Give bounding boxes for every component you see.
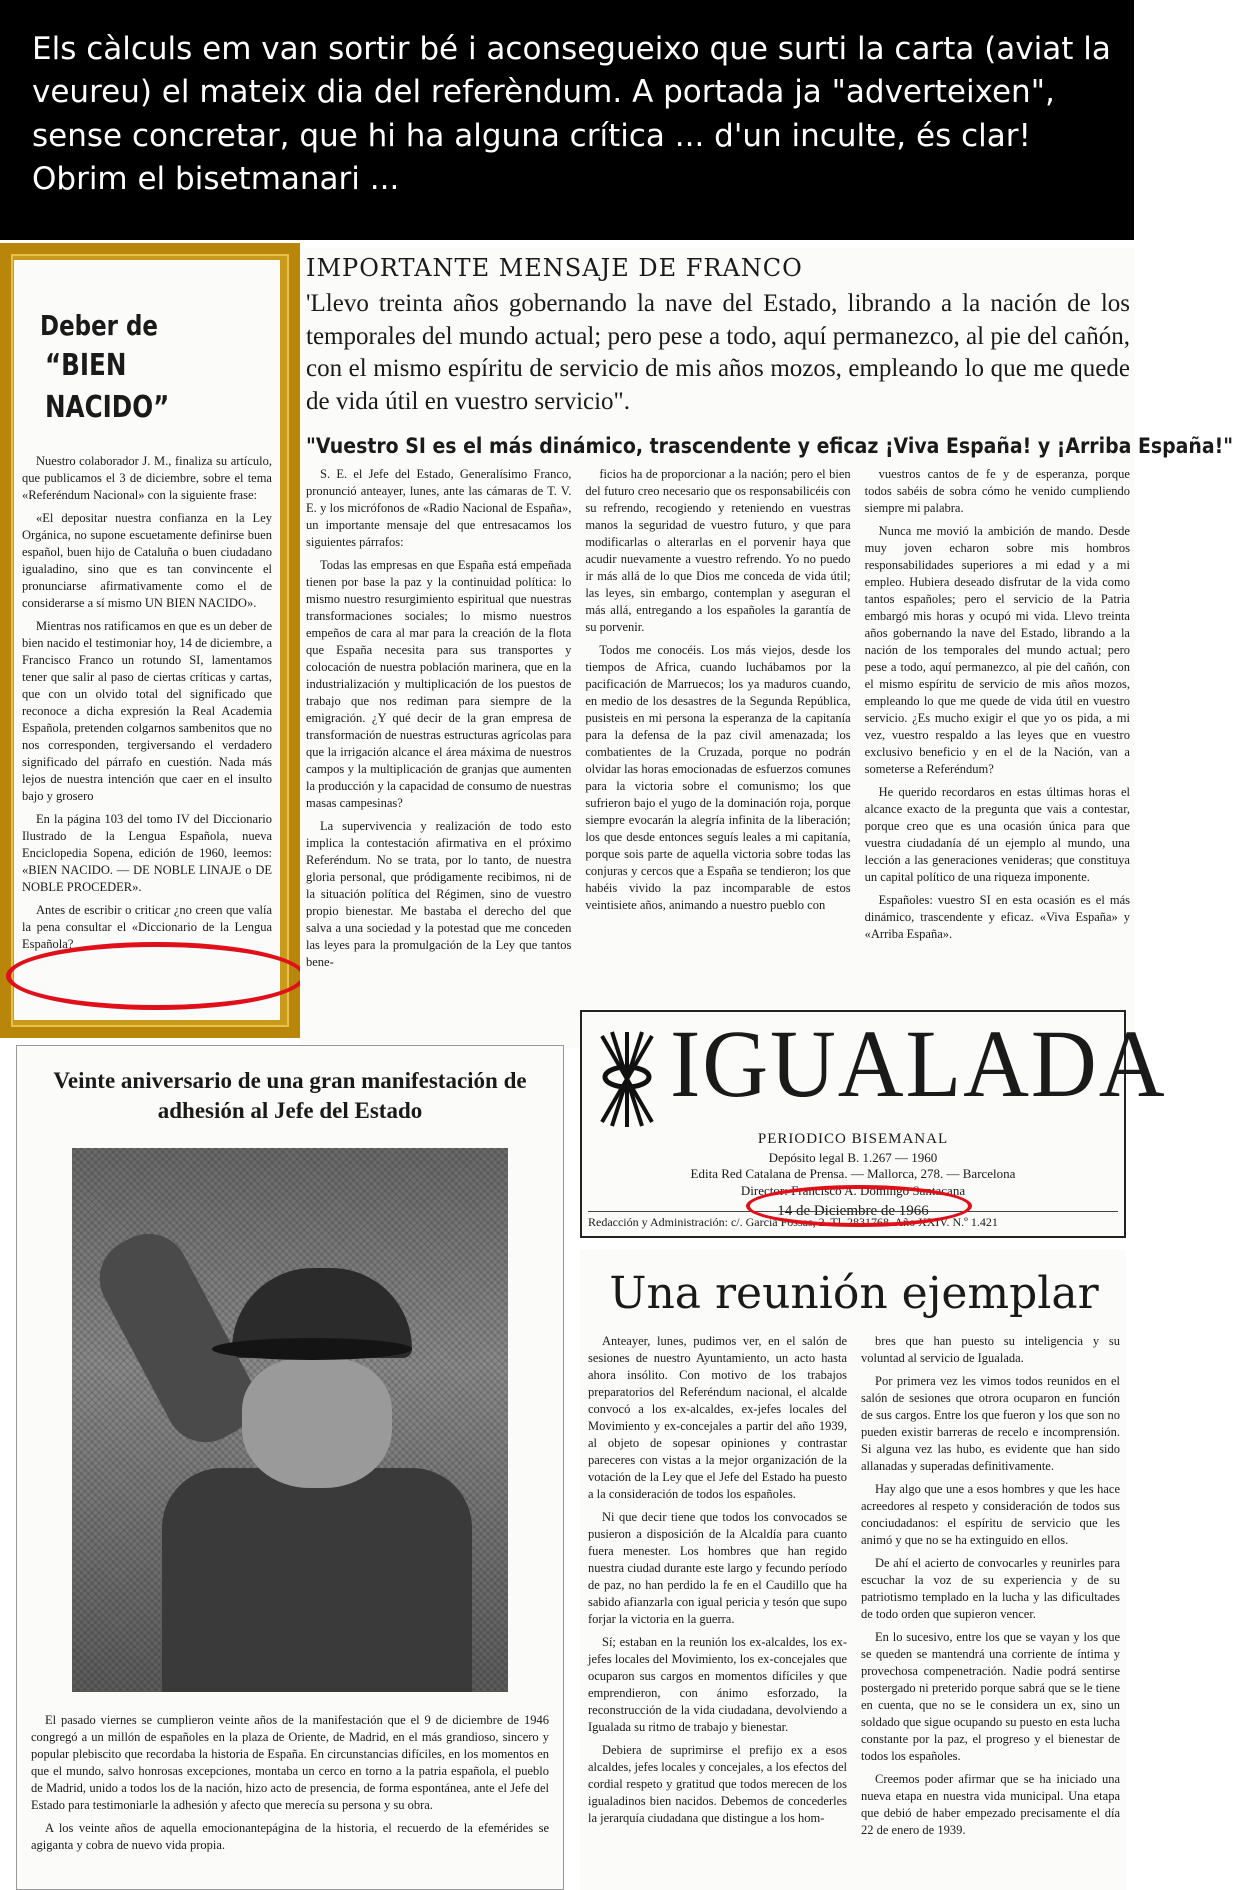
masthead-legal-deposit: Depósito legal B. 1.267 — 1960 [768, 1149, 938, 1165]
reunion-paragraph: Creemos poder afirmar que se ha iniciado una nueva etapa en nuestra vida municipal. Una etapa que debió de haber empezado precisamente el día 22 de enero de 1939. [861, 1772, 1120, 1837]
mensaje-paragraph: La supervivencia y realización de todo esto implica la contestación afirmativa en el próximo Referéndum. No se trata, por lo tanto, de nuestra gloria personal, que pródigamente recibimos, ni de la situación política del Régimen, sino de vuestro propio bienestar. Me bastaba el derecho del que salva a una sociedad y la potestad que me conceden las leyes para la promulgación de la Ley que tantos bene- [306, 819, 572, 969]
deber-title-line1: Deber de [40, 309, 159, 342]
photo-body-shape [162, 1468, 472, 1692]
photo-face-shape [242, 1358, 392, 1488]
mensaje-quote: 'Llevo treinta años gobernando la nave del Estado, librando a la nación de los temporales del mundo actual; pero pese a todo, aquí permanezco, al pie del cañón, con el mismo espíritu de servicio de mis años mozos, empleando lo que me quede de vida útil en vuestro servicio". [306, 290, 1130, 415]
veinte-paragraph: El pasado viernes se cumplieron veinte años de la manifestación que el 9 de diciembre de 1946 congregó a un millón de españoles en la plaza de Oriente, de Madrid, en el más grandioso, sincero y popular plebiscito que recordaba la historia de España. En circunstancias difíciles, en los momentos en que el mundo, salvo honrosas excepciones, montaba un cerco en torno a la patria española, el pueblo de Madrid, unido a todos los de la nación, hizo acto de presencia, de forma espontánea, ante el Jefe del Estado para testimoniarle la adhesión y afecto que merecía su persona y su obra. [31, 1712, 549, 1812]
mensaje-paragraph: ficios ha de proporcionar a la nación; pero el bien del futuro creo necesario que os responsabilicéis con su refrendo, recogiendo y reteniendo en vuestras manos la seguridad de vuestro futuro, y que para modificarlas o alterarlas en el porvenir haya que acudir nuevamente a vuestro refrendo. Yo no puedo ir más allá de lo que Dios me conceda de vida útil; las leyes, sin embargo, contemplan y aseguran el más allá, entregando a los españoles la garantía de su porvenir. [585, 467, 851, 634]
masthead-director: Director: Francisco A. Domingo Santacana [740, 1183, 966, 1199]
deber-paragraph: Nuestro colaborador J. M., finaliza su artículo, que publicamos el 3 de diciembre, sobre el tema «Referéndum Nacional» con la siguiente frase: [22, 454, 272, 503]
reunion-column-2 [861, 1333, 1120, 1845]
yoke-arrows-emblem-icon [592, 1022, 662, 1132]
deber-highlighted-paragraph: Antes de escribir o criticar ¿no creen que valía la pena consultar el «Diccionario de la Lengua Española? [22, 903, 272, 952]
masthead-address: Redacción y Administración: c/. García Fossas, 2. Tl. 2831768. Año XXIV. N.º 1.421 [588, 1211, 1118, 1230]
mensaje-columns [306, 466, 1130, 977]
reunion-paragraph: En lo sucesivo, entre los que se vayan y los que se queden se mantendrá una corriente de íntima y provechosa compenetración. Nadie podrá sentirse postergado ni preterido porque sabrá que se le tiene en cuenta, que no se le considera un ex, sino un soldado que sigue ocupando su puesto en esta lucha constante por la paz, el progreso y el bienestar de todos los españoles. [861, 1630, 1120, 1763]
red-highlight-oval [6, 942, 306, 1010]
veinte-title: Veinte aniversario de una gran manifestación de adhesión al Jefe del Estado [53, 1068, 527, 1123]
deber-paragraph: Mientras nos ratificamos en que es un deber de bien nacido el testimoniar hoy, 14 de diciembre, a Francisco Franco un rotundo SI, lamentamos tener que salir al paso de ciertas críticas y cartas, que con un olvido total del significado que reconoce a dicha expresión la Real Academia Española, pretenden colgarnos sambenitos que no nos corresponden, tergiversando el verdadero significado del párrafo en cuestión. Nada más lejos de nuestra intención que caer en el insulto bajo y grosero [22, 619, 272, 804]
mensaje-paragraph: vuestros cantos de fe y de esperanza, porque todos sabéis de sobra cómo he venido cumpliendo siempre mi palabra. [864, 467, 1130, 515]
reunion-paragraph: Ni que decir tiene que todos los convocados se pusieron a disposición de la Alcaldía para cuanto fuera menester. Los hombres que han regido nuestra ciudad durante este largo y fecundo período de paz, no han perdido la fe en el Caudillo que ha sabido afianzarla con igual pericia y tesón que supo forjar la victoria en la guerra. [588, 1510, 847, 1626]
mensaje-paragraph: Españoles: vuestro SI en esta ocasión es el más dinámico, trascendente y eficaz. «Viva España» y «Arriba España». [864, 893, 1130, 941]
mensaje-column-2 [585, 466, 850, 977]
red-date-oval [746, 1185, 972, 1227]
masthead-title: IGUALADA [670, 1010, 1167, 1117]
reunion-paragraph: Hay algo que une a esos hombres y que les hace acreedores al respeto y consideración de todos sus conciudadanos: el espíritu de servicio que les animó y que no se ha extinguido en ellos. [861, 1482, 1120, 1547]
franco-message-clipping [300, 248, 1233, 1048]
mensaje-column-1 [306, 466, 571, 977]
mensaje-paragraph: Todos me conocéis. Los más viejos, desde los tiempos de Africa, cuando luchábamos por la pacificación de Marruecos; los ya maduros cuando, en medio de los desastres de la Segunda República, pusisteis en mi persona la esperanza de la capitanía para la defensa de la paz civil amenazada; los combatientes de la Cruzada, porque no podrán olvidar las horas emocionadas de esfuerzos comunes para la victoria sobre el comunismo; los que sufrieron bajo el yugo de la dominación roja, porque siempre evocarán la alegría infinita de la liberación; los que desde entonces seguís leales a mi capitanía, porque sois parte de aquella victoria sobre todas las conjuras y cercos que a España se tendieron; los que habéis vivido la paz incomparable de estos veintisiete años, animando a nuestro pueblo con [585, 643, 851, 912]
reunion-paragraph: Anteayer, lunes, pudimos ver, en el salón de sesiones de nuestro Ayuntamiento, un acto hasta ahora insólito. Con motivo de los trabajos preparatorios del Referéndum nacional, el alcalde convocó a los ex-alcaldes, ex-jefes locales del Movimiento y ex-concejales a partir del año 1939, al objeto de sopesar opiniones y contrastar pareceres con vistas a la mejor organización de la votación de la Ley que el Jefe del Estado ha puesto a la consideración de todos los españoles. [588, 1334, 847, 1501]
mensaje-paragraph: He querido recordaros en estas últimas horas el alcance exacto de la pregunta que vais a contestar, porque creo que es una ocasión única para que vuestra ciudadanía dé un ejemplo al mundo, una lección a las generaciones venideras; que constituya un capital político de una riqueza imponente. [864, 785, 1130, 884]
mensaje-column-3 [865, 466, 1130, 977]
mensaje-heading: IMPORTANTE MENSAJE DE FRANCO [306, 254, 803, 282]
reunion-article [580, 1250, 1126, 1890]
deber-clipping [14, 260, 280, 1020]
franco-photo [72, 1148, 508, 1692]
reunion-paragraph: Debiera de suprimirse el prefijo ex a esos alcaldes, jefes locales y concejales, a los efectos del cordial respeto y gratitud que todos merecen de los igualadinos bien nacidos. Debemos de concederles la jerarquía ciudadana que distingue a los hom- [588, 1743, 847, 1825]
reunion-paragraph: bres que han puesto su inteligencia y su voluntad al servicio de Igualada. [861, 1334, 1120, 1365]
reunion-paragraph: De ahí el acierto de convocarles y reunirles para escuchar la voz de su experiencia y de su patriotismo templado en la lucha y las dificultades de todo orden que supieron vencer. [861, 1556, 1120, 1621]
mensaje-subheading: "Vuestro SI es el más dinámico, trascendente y eficaz ¡Viva España! y ¡Arriba España!" [306, 434, 1233, 458]
reunion-paragraph: Por primera vez les vimos todos reunidos en el salón de sesiones que otrora ocuparon en función de sus cargos. Entre los que fueron y los que son no pueden existir barreras de recelo e incomprensión. Si alguna vez las hubo, es evidente que han sido allanadas y superadas definitivamente. [861, 1374, 1120, 1473]
deber-title-line2: “BIEN NACIDO” [44, 348, 170, 426]
mensaje-paragraph: S. E. el Jefe del Estado, Generalísimo Franco, pronunció anteayer, lunes, ante las cámaras de T. V. E. y los micrófonos de «Radio Nacional de España», un importante mensaje del que entresacamos los siguientes párrafos: [306, 467, 572, 549]
reunion-column-1 [588, 1333, 847, 1845]
reunion-paragraph: Sí; estaban en la reunión los ex-alcaldes, los ex-jefes locales del Movimiento, los ex-concejales que ocuparon sus cargos en momentos difíciles y que emprendieron, con ánimo esforzado, la reconstrucción de la vida ciudadana, devolviendo a Igualada su ritmo de trabajo y bienestar. [588, 1635, 847, 1734]
masthead-publisher: Edita Red Catalana de Prensa. — Mallorca, 278. — Barcelona [690, 1166, 1016, 1182]
photo-visor-shape [212, 1338, 412, 1360]
masthead-periodicity: PERIODICO BISEMANAL [757, 1131, 949, 1147]
caption-text: Els càlculs em van sortir bé i aconsegueixo que surti la carta (aviat la veureu) el mateix dia del referèndum. A portada ja "adverteixen", sense concretar, que hi ha alguna crítica ... d'un inculte, és clar! Obrim el bisetmanari ... [0, 0, 1134, 240]
mensaje-paragraph: Nunca me movió la ambición de mando. Desde muy joven echaron sobre mis hombros responsabilidades superiores a mi edad y a mi empleo. Hubiera deseado disfrutar de la vida como tantos españoles; pero el servicio de la Patria embargó mis horas y ocupó mi vida. Llevo treinta años gobernando la nave del Estado, librando a la nación de los temporales del mundo actual; pero pese a todo, aquí permanezco, al pie del cañón, con el mismo espíritu de servicio de mis años mozos, empleando lo que me quede de vida útil en vuestro servicio. ¿Es mucho exigir el que yo os pida, a mi vez, vuestro respaldo a las leyes que en vuestro exclusivo beneficio y en el de la Nación, van a someterse a Referéndum? [864, 524, 1130, 776]
deber-paragraph: En la página 103 del tomo IV del Diccionario Ilustrado de la Lengua Española, nueva Enciclopedia Sopena, edición de 1960, leemos: «BIEN NACIDO. — DE NOBLE LINAJE o DE NOBLE PROCEDER». [22, 812, 272, 895]
masthead-date: 14 de Diciembre de 1966 [777, 1203, 929, 1220]
veinte-aniversario-clipping [16, 1045, 564, 1890]
veinte-paragraph: A los veinte años de aquella emocionantepágina de la historia, el recuerdo de la efemérides se agiganta y cobra de nuevo vida propia. [31, 1820, 549, 1852]
mensaje-paragraph: Todas las empresas en que España está empeñada tienen por base la paz y la continuidad política: lo mismo nuestro resurgimiento espiritual que nuestras transformaciones sociales; lo mismo nuestros empeños de cara al mar para la creación de la flota que España necesita para sus transportes y colocación de nuestra población marinera, que en la industrialización y multiplicación de los puestos de trabajo que nos rediman para siempre de la emigración. ¿Y qué decir de la gran empresa de transformación de nuestras estructuras agrícolas para que la irrigación alcance el área máxima de nuestros campos y la multiplicación de granjas que aumenten la producción y la capacidad de consumo de nuestras masas campesinas? [306, 558, 572, 810]
deber-paragraph: «El depositar nuestra confianza en la Ley Orgánica, no supone escuetamente definirse buen español, buen hijo de Cataluña o buen ciudadano igualadino, sino que es tan convincente el pronunciarse afirmativamente como el de considerarse a sí mismo UN BIEN NACIDO». [22, 511, 272, 611]
reunion-title: Una reunión ejemplar [609, 1268, 1099, 1319]
